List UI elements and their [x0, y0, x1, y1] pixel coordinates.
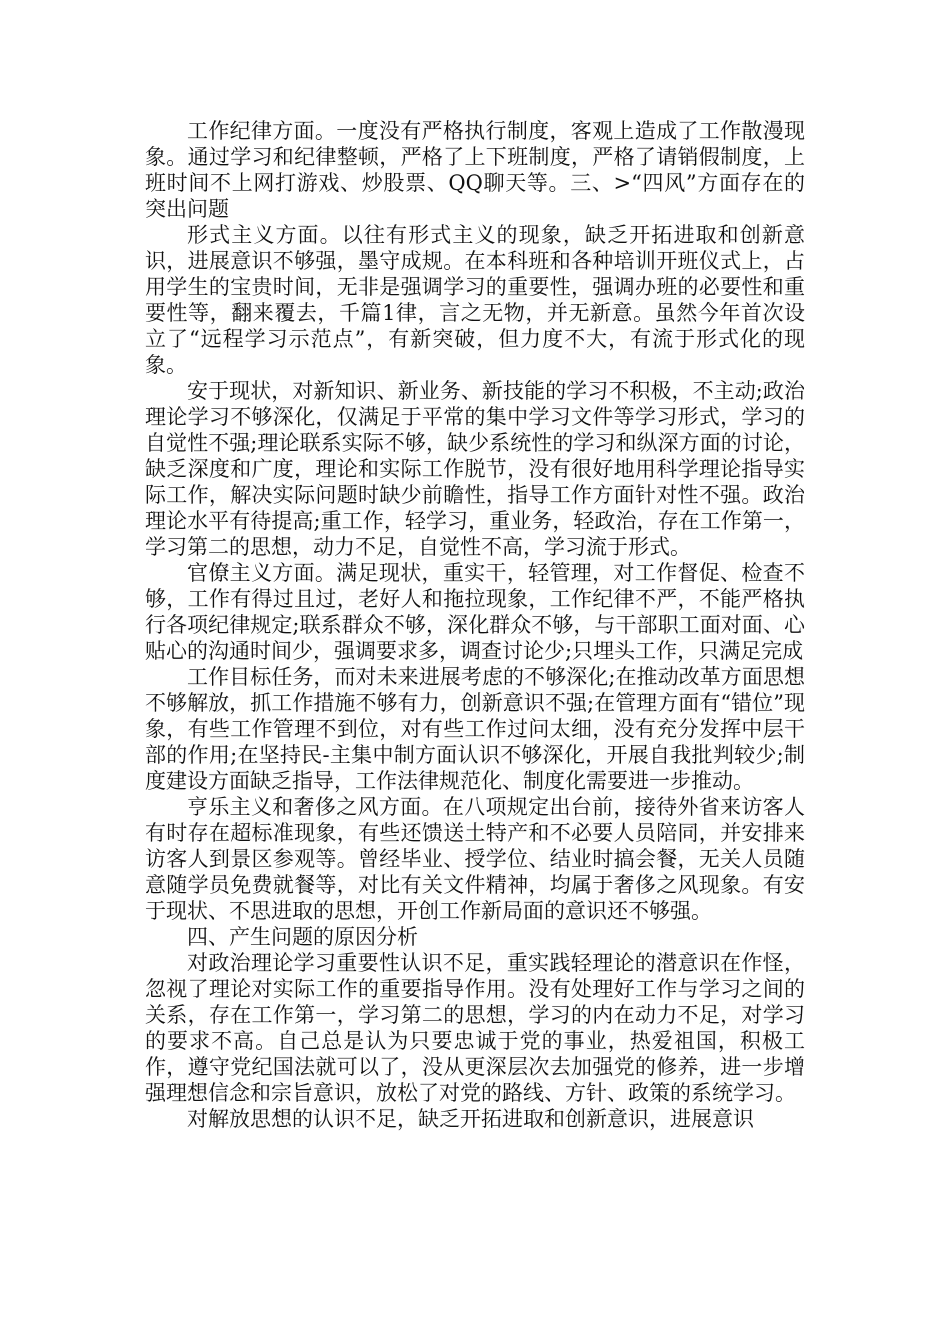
- section-heading-cause-analysis: 四、产生问题的原因分析: [187, 925, 418, 949]
- paragraph-formalism: 形式主义方面。以往有形式主义的现象，缺乏开拓进取和创新意识，进展意识不够强，墨守成规。在本科班和各种培训开班仪式上，占用学生的宝贵时间，无非是强调学习的重要性，强调办班的必要性和重要性等，翻来覆去，千篇1律，言之无物，并无新意。虽然今年首次设立了“远程学习示范点”，有新突破，但力度不大，有流于形式化的现象。: [145, 223, 805, 377]
- paragraph-work-discipline: 工作纪律方面。一度没有严格执行制度，客观上造成了工作散漫现象。通过学习和纪律整顿，严格了上下班制度，严格了请销假制度，上班时间不上网打游戏、炒股票、QQ聊天等。三、>“四风”方面存在的突出问题: [145, 119, 805, 221]
- paragraph-work-targets: 工作目标任务，而对未来进展考虑的不够深化;在推动改革方面思想不够解放，抓工作措施不够有力，创新意识不强;在管理方面有“错位”现象，有些工作管理不到位，对有些工作过问太细，没有充分发挥中层干部的作用;在坚持民-主集中制方面认识不够深化，开展自我批判较少;制度建设方面缺乏指导，工作法律规范化、制度化需要进一步推动。: [145, 665, 805, 793]
- paragraph-emancipating-thought: 对解放思想的认识不足，缺乏开拓进取和创新意识，进展意识: [187, 1107, 754, 1131]
- paragraph-bureaucratism: 官僚主义方面。满足现状，重实干，轻管理，对工作督促、检查不够，工作有得过且过，老好人和拖拉现象，工作纪律不严，不能严格执行各项纪律规定;联系群众不够，深化群众不够，与干部职工面对面、心贴心的沟通时间少，强调要求多，调查讨论少;只埋头工作，只满足完成: [145, 561, 805, 663]
- document-body: [145, 118, 805, 1132]
- paragraph-theory-study: 对政治理论学习重要性认识不足，重实践轻理论的潜意识在作怪，忽视了理论对实际工作的重要指导作用。没有处理好工作与学习之间的关系，存在工作第一，学习第二的思想，学习的内在动力不足，对学习的要求不高。自己总是认为只要忠诚于党的事业，热爱祖国，积极工作，遵守党纪国法就可以了，没从更深层次去加强党的修养，进一步增强理想信念和宗旨意识，放松了对党的路线、方针、政策的系统学习。: [145, 951, 805, 1105]
- paragraph-complacency: 安于现状，对新知识、新业务、新技能的学习不积极，不主动;政治理论学习不够深化，仅满足于平常的集中学习文件等学习形式，学习的自觉性不强;理论联系实际不够，缺少系统性的学习和纵深方面的讨论，缺乏深度和广度，理论和实际工作脱节，没有很好地用科学理论指导实际工作，解决实际问题时缺少前瞻性，指导工作方面针对性不强。政治理论水平有待提高;重工作，轻学习，重业务，轻政治，存在工作第一，学习第二的思想，动力不足，自觉性不高，学习流于形式。: [145, 379, 805, 559]
- paragraph-hedonism-extravagance: 亨乐主义和奢侈之风方面。在八项规定出台前，接待外省来访客人有时存在超标准现象，有些还馈送土特产和不必要人员陪同，并安排来访客人到景区参观等。曾经毕业、授学位、结业时搞会餐，无关人员随意随学员免费就餐等，对比有关文件精神，均属于奢侈之风现象。有安于现状、不思进取的思想，开创工作新局面的意识还不够强。: [145, 795, 805, 923]
